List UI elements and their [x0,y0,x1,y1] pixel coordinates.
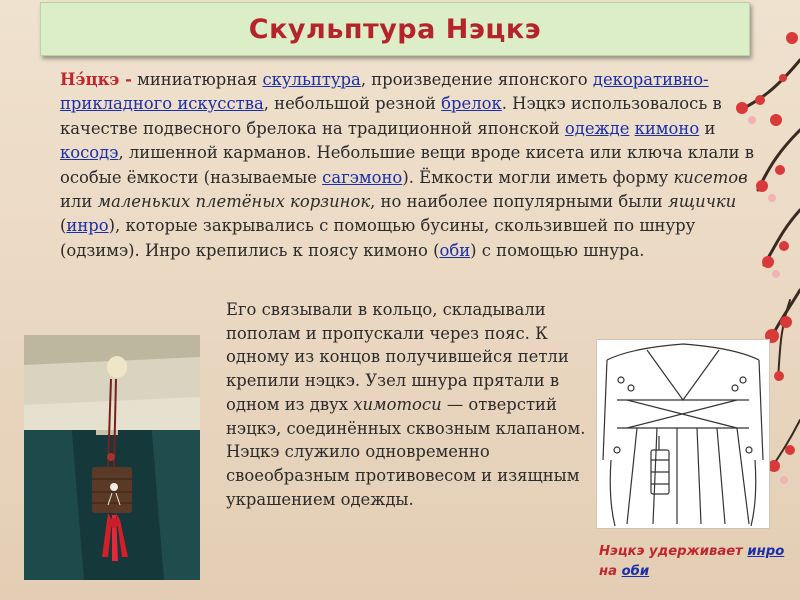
term-kisetov: кисетов [673,167,748,187]
text-span: и [699,118,716,138]
text-span: Нэцкэ удерживает [599,544,748,559]
kimono-netsuke-photo [24,335,200,580]
text-span: — отверстий нэцкэ, соединённых сквозным клапаном. Нэцкэ служило одновременно своеобразным противовесом и изящным украшением одежды. [226,394,586,509]
netsuke-term: Нэ́цкэ - [60,70,132,89]
text-span: , но наиболее популярными были [370,192,668,212]
term-himotoshi: химотоси [353,394,442,414]
link-inro[interactable]: инро [66,216,109,236]
tying-paragraph [226,298,586,511]
link-odezhda[interactable]: одежде [564,118,630,138]
text-span: ) с помощью шнура. [470,240,645,260]
text-span: Его связывали в кольцо, складывали пополам и пропускали через пояс. К одному из концов получившейся петли крепили нэцкэ. Узел шнура прятали в одном из двух [226,300,569,414]
caption-link-obi[interactable]: оби [621,564,650,579]
link-kimono[interactable]: кимоно [634,118,700,138]
text-span: или [60,192,98,212]
link-decorative-art[interactable]: декоративно-прикладного искусства [60,70,709,114]
link-obi[interactable]: оби [439,240,471,260]
text-span: , небольшой резной [263,94,442,114]
text-span: ), которые закрывались с помощью бусины, скользившей по шнуру (одзимэ). Инро крепились к поясу кимоно ( [60,216,696,260]
title-banner [40,2,750,56]
drawing-caption [599,542,789,582]
text-span: , произведение японского [360,70,593,89]
link-brelok[interactable]: брелок [441,94,502,114]
term-yashchiki: ящички [667,192,737,212]
kimono-drawing [596,339,770,529]
link-kosode[interactable]: косодэ [60,143,119,163]
text-span: ( [60,216,67,236]
link-sagemono[interactable]: сагэмоно [322,167,403,187]
slide-title: Скульптура Нэцкэ [248,13,542,45]
text-span: на [599,564,622,579]
link-sculpture[interactable]: скульптура [262,70,361,89]
text-span: . Нэцкэ использовалось в качестве подвесного брелока на традиционной японской [60,94,722,138]
text-span: миниатюрная [131,70,263,89]
intro-paragraph [60,68,766,263]
text-span: ). Ёмкости могли иметь форму [402,167,674,187]
text-span: , лишенной карманов. Небольшие вещи вроде кисета или ключа клали в особые ёмкости (называемые [60,143,754,187]
caption-link-inro[interactable]: инро [747,544,785,559]
term-korzinok: маленьких плетёных корзинок [97,192,371,212]
